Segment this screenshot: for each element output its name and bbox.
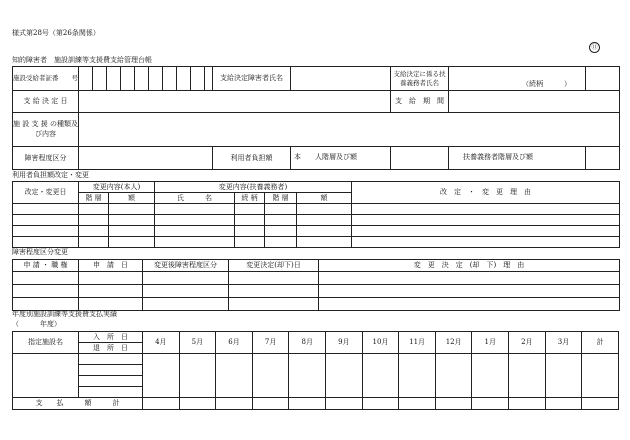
cell[interactable] xyxy=(13,285,79,298)
total-cell[interactable] xyxy=(399,398,436,410)
cell[interactable] xyxy=(235,215,265,226)
cell[interactable] xyxy=(79,285,143,298)
table-row xyxy=(13,398,619,410)
cell[interactable] xyxy=(265,204,297,215)
self-tier-label: 本 人階層及び額 xyxy=(291,147,391,170)
cell[interactable] xyxy=(229,285,319,298)
date-cell[interactable] xyxy=(79,354,143,365)
cell[interactable] xyxy=(155,204,235,215)
facility-name-cell[interactable] xyxy=(13,354,79,398)
dependent-tier-field[interactable] xyxy=(586,147,620,170)
cert-digit-box[interactable] xyxy=(79,67,93,91)
cell[interactable] xyxy=(109,204,155,215)
total-cell[interactable] xyxy=(472,398,509,410)
form-number: 様式第28号（第26条関係） xyxy=(12,29,100,37)
cell[interactable] xyxy=(297,237,352,248)
table-row xyxy=(13,354,619,365)
date-cell[interactable] xyxy=(79,387,143,398)
amount-cell[interactable] xyxy=(216,354,253,398)
burden-change-title: 利用者負担額改定・変更 xyxy=(12,171,89,179)
month-header: 7月 xyxy=(252,332,289,354)
decision-date-label: 支 給 決 定 日 xyxy=(13,91,79,113)
disability-level-field[interactable] xyxy=(79,147,213,170)
ledger-table xyxy=(12,66,620,170)
cell[interactable] xyxy=(229,298,319,311)
dependent-tier-label: 扶養義務者階層及び額 xyxy=(449,147,586,170)
cell[interactable] xyxy=(143,272,229,285)
month-header: 11月 xyxy=(399,332,436,354)
amount-cell[interactable] xyxy=(399,354,436,398)
total-month-header: 計 xyxy=(582,332,619,354)
month-header: 10月 xyxy=(362,332,399,354)
table-row xyxy=(13,237,620,248)
cell[interactable] xyxy=(13,215,79,226)
cell[interactable] xyxy=(13,272,79,285)
disability-level-label: 障害程度区分 xyxy=(13,147,79,170)
recipient-name-label: 支給決定障害者氏名 xyxy=(213,67,291,91)
cert-digit-box[interactable] xyxy=(107,67,121,91)
relationship-field[interactable]: （続柄 ） xyxy=(449,67,586,91)
cell[interactable] xyxy=(319,285,620,298)
table-row xyxy=(13,215,620,226)
change-date-header: 改定・変更日 xyxy=(13,182,79,204)
cell[interactable] xyxy=(319,272,620,285)
cert-digit-box[interactable] xyxy=(205,67,213,91)
month-header: 6月 xyxy=(216,332,253,354)
month-header: 9月 xyxy=(326,332,363,354)
cell[interactable] xyxy=(143,285,229,298)
amount-cell[interactable] xyxy=(179,354,216,398)
cell[interactable] xyxy=(79,237,109,248)
dependent-name-header: 氏 名 xyxy=(155,193,235,204)
cell[interactable] xyxy=(352,204,620,215)
request-authority-header: 申 請 ・ 職 権 xyxy=(13,260,79,272)
cell[interactable] xyxy=(109,215,155,226)
cell[interactable] xyxy=(155,237,235,248)
total-cell[interactable] xyxy=(252,398,289,410)
ledger-title: 知的障害者 施設訓練等支援費支給管理台帳 xyxy=(12,56,152,64)
period-label: 支 給 期 間 xyxy=(391,91,449,113)
cert-digit-box[interactable] xyxy=(149,67,163,91)
self-tier-field[interactable] xyxy=(391,147,449,170)
cell[interactable] xyxy=(79,215,109,226)
total-cell[interactable] xyxy=(143,398,180,410)
recipient-name-field[interactable] xyxy=(291,67,391,91)
table-row xyxy=(13,298,620,311)
total-cell[interactable] xyxy=(326,398,363,410)
provider-cert-label: 施設受給者証番 号 xyxy=(13,67,79,91)
amount-cell[interactable] xyxy=(509,354,546,398)
user-burden-label: 利用者負担額 xyxy=(213,147,291,170)
dependent-name-label: 支給決定に係る扶養義務者氏名 xyxy=(391,67,449,91)
payment-total-label: 支 払 額 計 xyxy=(13,398,143,410)
cell[interactable] xyxy=(352,237,620,248)
cell[interactable] xyxy=(143,298,229,311)
cell[interactable] xyxy=(79,226,109,237)
payment-title: 年度別施設訓練等支援費支払実績 xyxy=(12,310,117,318)
burden-change-table xyxy=(12,181,620,248)
cell[interactable] xyxy=(297,226,352,237)
total-cell[interactable] xyxy=(289,398,326,410)
level-change-title: 障害程度区分変更 xyxy=(12,248,68,256)
amount-cell[interactable] xyxy=(252,354,289,398)
total-cell[interactable] xyxy=(216,398,253,410)
total-cell[interactable] xyxy=(179,398,216,410)
amount-cell[interactable] xyxy=(326,354,363,398)
change-reason-header: 改 定 ・ 変 更 理 由 xyxy=(352,182,620,204)
dependent-tier-header: 階 層 xyxy=(265,193,297,204)
self-change-header: 変更内容(本人) xyxy=(79,182,155,193)
total-cell[interactable] xyxy=(509,398,546,410)
cert-digit-box[interactable] xyxy=(163,67,177,91)
cell[interactable] xyxy=(155,215,235,226)
cell[interactable] xyxy=(265,215,297,226)
dependent-change-header: 変更内容(扶養義務者) xyxy=(155,182,352,193)
amount-cell[interactable] xyxy=(545,354,582,398)
dependent-amount-header: 額 xyxy=(297,193,352,204)
amount-cell[interactable] xyxy=(289,354,326,398)
new-level-header: 変更後障害程度区分 xyxy=(143,260,229,272)
cert-digit-box[interactable] xyxy=(191,67,205,91)
total-cell[interactable] xyxy=(435,398,472,410)
period-field[interactable] xyxy=(449,91,620,113)
admission-date-header: 入 所 日 xyxy=(79,332,143,343)
month-header: 12月 xyxy=(435,332,472,354)
cell[interactable] xyxy=(79,272,143,285)
cert-digit-box[interactable] xyxy=(177,67,191,91)
cell[interactable] xyxy=(352,215,620,226)
cell[interactable] xyxy=(13,237,79,248)
cell[interactable] xyxy=(13,298,79,311)
dependent-extra-field[interactable] xyxy=(586,67,620,91)
relationship-header: 続 柄 xyxy=(235,193,265,204)
table-row xyxy=(13,204,620,215)
payment-table xyxy=(12,331,619,410)
month-header: 2月 xyxy=(509,332,546,354)
cell[interactable] xyxy=(235,204,265,215)
month-header: 1月 xyxy=(472,332,509,354)
cert-digit-box[interactable] xyxy=(135,67,149,91)
cell[interactable] xyxy=(13,226,79,237)
table-row xyxy=(13,272,620,285)
cell[interactable] xyxy=(297,215,352,226)
cell[interactable] xyxy=(265,226,297,237)
facility-support-field[interactable] xyxy=(79,113,620,147)
amount-cell[interactable] xyxy=(143,354,180,398)
level-reason-header: 変 更 決 定 (却 下) 理 由 xyxy=(319,260,620,272)
cell[interactable] xyxy=(13,204,79,215)
self-tier-header: 階 層 xyxy=(79,193,109,204)
form-mark: ⑪ xyxy=(589,42,600,53)
request-date-header: 申 請 日 xyxy=(79,260,143,272)
decision-date-field[interactable] xyxy=(79,91,391,113)
fiscal-year-label: （ 年度） xyxy=(12,320,61,328)
cell[interactable] xyxy=(109,226,155,237)
table-row xyxy=(13,285,620,298)
cell[interactable] xyxy=(265,237,297,248)
amount-cell[interactable] xyxy=(362,354,399,398)
total-cell[interactable] xyxy=(362,398,399,410)
date-cell[interactable] xyxy=(79,376,143,387)
amount-cell[interactable] xyxy=(582,354,619,398)
month-header: 3月 xyxy=(545,332,582,354)
cell[interactable] xyxy=(155,226,235,237)
cell[interactable] xyxy=(235,237,265,248)
total-cell[interactable] xyxy=(545,398,582,410)
cell[interactable] xyxy=(229,272,319,285)
cell[interactable] xyxy=(297,204,352,215)
facility-name-header: 指定施設名 xyxy=(13,332,79,354)
table-row xyxy=(13,226,620,237)
date-cell[interactable] xyxy=(79,365,143,376)
cell[interactable] xyxy=(79,204,109,215)
level-decision-date-header: 変更決定(却下)日 xyxy=(229,260,319,272)
discharge-date-header: 退 所 日 xyxy=(79,343,143,354)
amount-cell[interactable] xyxy=(435,354,472,398)
total-cell[interactable] xyxy=(582,398,619,410)
cell[interactable] xyxy=(235,226,265,237)
cert-digit-box[interactable] xyxy=(121,67,135,91)
month-header: 5月 xyxy=(179,332,216,354)
amount-cell[interactable] xyxy=(472,354,509,398)
cell[interactable] xyxy=(79,298,143,311)
cert-digit-box[interactable] xyxy=(93,67,107,91)
level-change-table xyxy=(12,259,620,311)
month-header: 4月 xyxy=(143,332,180,354)
self-amount-header: 額 xyxy=(109,193,155,204)
cell[interactable] xyxy=(352,226,620,237)
cell[interactable] xyxy=(319,298,620,311)
cell[interactable] xyxy=(109,237,155,248)
facility-support-label: 施 設 支 援 の種類及び内容 xyxy=(13,113,79,147)
month-header: 8月 xyxy=(289,332,326,354)
